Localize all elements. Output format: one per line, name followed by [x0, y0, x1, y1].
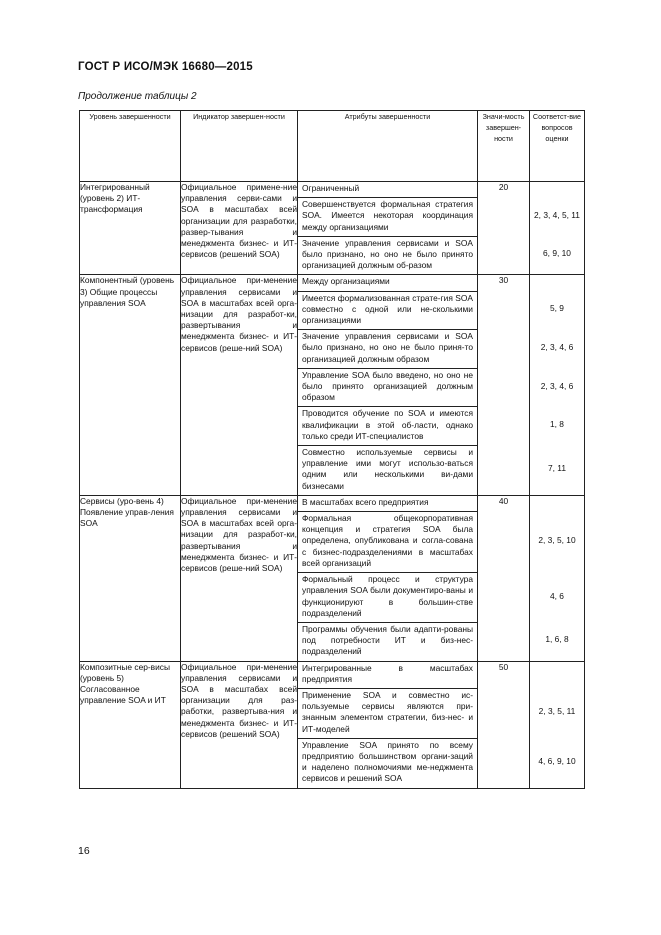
question-refs: 1, 8: [550, 419, 564, 430]
indicator-cell: Официальное при-менение управления сервисами и SOA в масштабах всей орга-низации для разработ-ки, развертывания и менеджмента бизнес- и ИТ-сервисов (реше-ний SOA): [181, 275, 298, 495]
attributes-cell: [298, 495, 478, 661]
attribute-item: Применение SOA и совместно ис-пользуемые сервисы являются при-знанным элементом стратегии, биз-нес- и ИТ-моделей: [298, 689, 477, 739]
attributes-cell: [298, 275, 478, 495]
questions-cell: [530, 661, 585, 788]
attribute-item: Совершенствуется формальная стратегия SOA. Имеется некоторая координация между организациями: [298, 198, 477, 237]
col-header-questions: Соответст-вие вопросов оценки: [530, 111, 585, 182]
questions-cell: [530, 275, 585, 495]
questions-cell: [530, 182, 585, 275]
level-cell: Компонентный (уровень 3) Общие процессы управления SOA: [80, 275, 181, 495]
question-refs: 4, 6, 9, 10: [538, 755, 576, 766]
attribute-item: Управление SOA принято по всему предприятию большинством органи-заций и наделено полномочиями ме-неджмента сервисов и решений SOA: [302, 739, 473, 784]
question-refs: 7, 11: [547, 462, 566, 473]
attribute-item: Программы обучения были адапти-рованы под потребности ИТ и биз-нес-подразделений: [302, 623, 473, 657]
attribute-item: Имеется формализованная страте-гия SOA совместно с одной или не-сколькими организациями: [298, 292, 477, 331]
attribute-item: Интегрированные в масштабах предприятия: [298, 662, 477, 689]
attribute-item: Совместно используемые сервисы и управление ими могут использо-ваться одним или несколькими ви-дами бизнесами: [302, 447, 473, 491]
table-body: [80, 182, 585, 789]
indicator-cell: Официальное примене-ние управления серви-сами и SOA в масштабах всей организации для разработки, развер-тывания и менеджмента бизнес- и ИТ-сервисов (решений SOA): [181, 182, 298, 275]
table-row: [80, 275, 585, 495]
indicator-cell: Официальное при-менение управления сервисами и SOA в масштабах всей организации для раз-работки, развертыва-ния и менеджмента бизнес- и ИТ-сервисов (решений SOA): [181, 661, 298, 788]
question-refs: 2, 3, 4, 5, 11: [534, 210, 580, 220]
significance-cell: 20: [478, 182, 530, 275]
significance-cell: 50: [478, 661, 530, 788]
attribute-item: Ограниченный: [298, 182, 477, 198]
question-refs: 6, 9, 10: [543, 248, 571, 259]
attribute-item: Управление SOA было введено, но оно не было принято организацией должным образом: [298, 369, 477, 408]
attribute-item: Значение управления сервисами и SOA было признано, но оно не было принято организацией должным об-разом: [302, 237, 473, 271]
question-refs: 2, 3, 5, 11: [538, 706, 576, 717]
col-header-attributes: Атрибуты завершенности: [298, 111, 478, 182]
questions-cell: [530, 495, 585, 661]
table-row: [80, 495, 585, 661]
attributes-cell: [298, 182, 478, 275]
table-row: [80, 182, 585, 275]
attribute-item: Значение управления сервисами и SOA было признано, но оно не было приня-то организацией должным образом: [298, 330, 477, 369]
level-cell: Сервисы (уро-вень 4) Появление управ-ления SOA: [80, 495, 181, 661]
question-refs: 2, 3, 4, 6: [540, 342, 574, 353]
question-refs: 2, 3, 4, 6: [540, 380, 574, 391]
attribute-item: Проводится обучение по SOA и имеются квалификации в этой об-ласти, однако только среди ИТ-специалистов: [298, 407, 477, 446]
significance-cell: 30: [478, 275, 530, 495]
level-cell: Интегрированный (уровень 2) ИТ-трансформация: [80, 182, 181, 275]
attribute-item: Между организациями: [298, 275, 477, 291]
document-title: ГОСТ Р ИСО/МЭК 16680—2015: [78, 61, 253, 73]
attribute-item: В масштабах всего предприятия: [298, 496, 477, 512]
page-number: 16: [78, 845, 90, 857]
maturity-table: [79, 110, 585, 789]
attribute-item: Формальная общекорпоративная концепция и стратегия SOA была определена, опубликована и согла-сована с бизнес-подразделениями в масштабах всей организаций: [298, 512, 477, 573]
significance-cell: 40: [478, 495, 530, 661]
table-header-row: [80, 111, 585, 182]
attribute-item: Формальный процесс и структура управления SOA были документиро-ваны и функционируют в большин-стве подразделений: [298, 573, 477, 623]
col-header-significance: Значи-мость завершен-ности: [478, 111, 530, 182]
question-refs: 5, 9: [550, 303, 564, 314]
table-row: [80, 661, 585, 788]
question-refs: 1, 6, 8: [545, 634, 569, 645]
col-header-indicator: Индикатор завершен-ности: [181, 111, 298, 182]
indicator-cell: Официальное при-менение управления сервисами и SOA в масштабах всей орга-низации для разработ-ки, развертывания и менеджмента бизнес- и ИТ-сервисов (реше-ний SOA): [181, 495, 298, 661]
question-refs: 2, 3, 5, 10: [538, 535, 576, 546]
col-header-level: Уровень завершенности: [80, 111, 181, 182]
attributes-cell: [298, 661, 478, 788]
question-refs: 4, 6: [550, 590, 564, 601]
level-cell: Композитные сер-висы (уровень 5) Согласованное управление SOA и ИТ: [80, 661, 181, 788]
table-caption: Продолжение таблицы 2: [78, 91, 197, 102]
